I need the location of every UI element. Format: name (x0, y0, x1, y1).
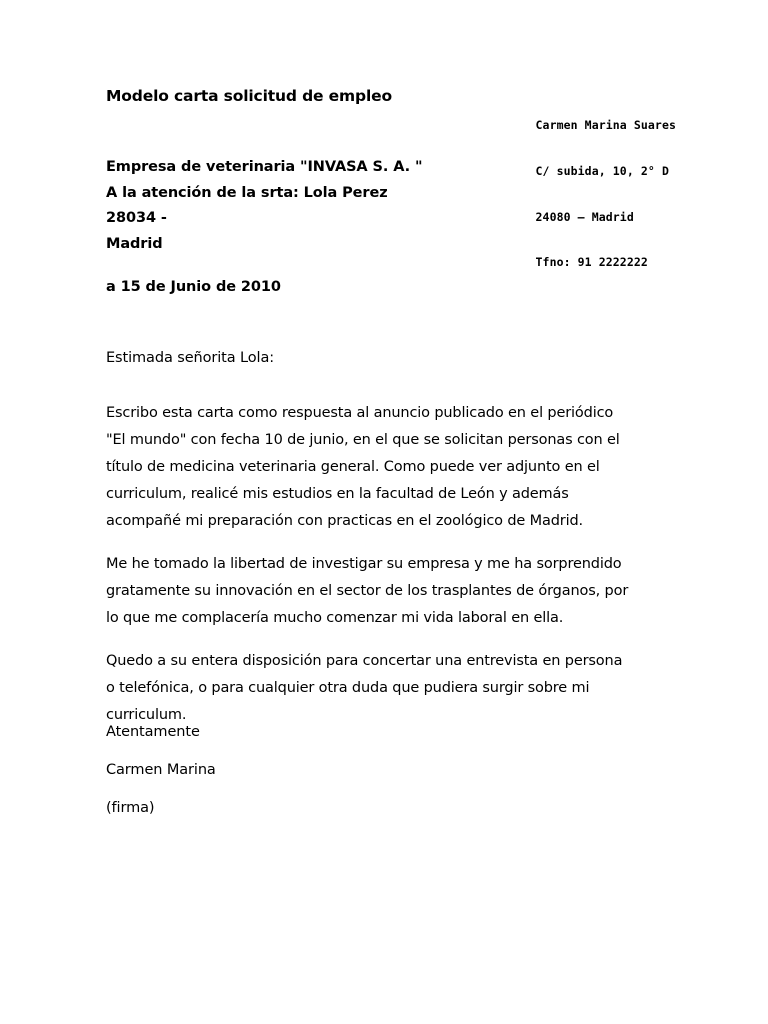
page-title: Modelo carta solicitud de empleo (106, 87, 392, 105)
paragraph-line: acompañé mi preparación con practicas en el zoológico de Madrid. (106, 513, 583, 529)
sender-phone: Tfno: 91 2222222 (535, 255, 648, 270)
body-paragraph (106, 648, 678, 729)
recipient-postal-code: 28034 - (106, 210, 167, 226)
body-paragraph (106, 551, 678, 632)
paragraph-line: Me he tomado la libertad de investigar su empresa y me ha sorprendido (106, 556, 622, 572)
paragraph-line: "El mundo" con fecha 10 de junio, en el que se solicitan personas con el (106, 432, 620, 448)
closing-signer-name: Carmen Marina (106, 762, 216, 778)
paragraph-line: curriculum, realicé mis estudios en la facultad de León y además (106, 486, 569, 502)
paragraph-line: gratamente su innovación en el sector de los trasplantes de órganos, por (106, 583, 629, 599)
sender-address-block (536, 88, 676, 301)
recipient-city: Madrid (106, 235, 163, 252)
recipient-company: Empresa de veterinaria "INVASA S. A. " (106, 159, 423, 175)
closing-valediction: Atentamente (106, 724, 200, 740)
letter-salutation: Estimada señorita Lola: (106, 350, 275, 366)
letter-closing (106, 722, 216, 836)
sender-name: Carmen Marina Suares (535, 118, 676, 133)
sender-street: C/ subida, 10, 2° D (535, 164, 669, 179)
recipient-attention: A la atención de la srta: Lola Perez (106, 184, 388, 201)
paragraph-line: Escribo esta carta como respuesta al anuncio publicado en el periódico (106, 405, 614, 421)
paragraph-line: título de medicina veterinaria general. Como puede ver adjunto en el (106, 459, 600, 475)
recipient-address-block (106, 155, 422, 257)
paragraph-line: Quedo a su entera disposición para concertar una entrevista en persona (106, 653, 623, 669)
body-paragraph (106, 400, 678, 535)
signature-placeholder: (firma) (106, 800, 155, 816)
paragraph-line: lo que me complacería mucho comenzar mi vida laboral en ella. (106, 610, 564, 626)
letter-date: a 15 de Junio de 2010 (106, 279, 281, 295)
sender-city: 24080 – Madrid (535, 209, 634, 224)
letter-body (106, 400, 678, 745)
paragraph-line: curriculum. (106, 707, 187, 723)
paragraph-line: o telefónica, o para cualquier otra duda que pudiera surgir sobre mi (106, 680, 590, 696)
